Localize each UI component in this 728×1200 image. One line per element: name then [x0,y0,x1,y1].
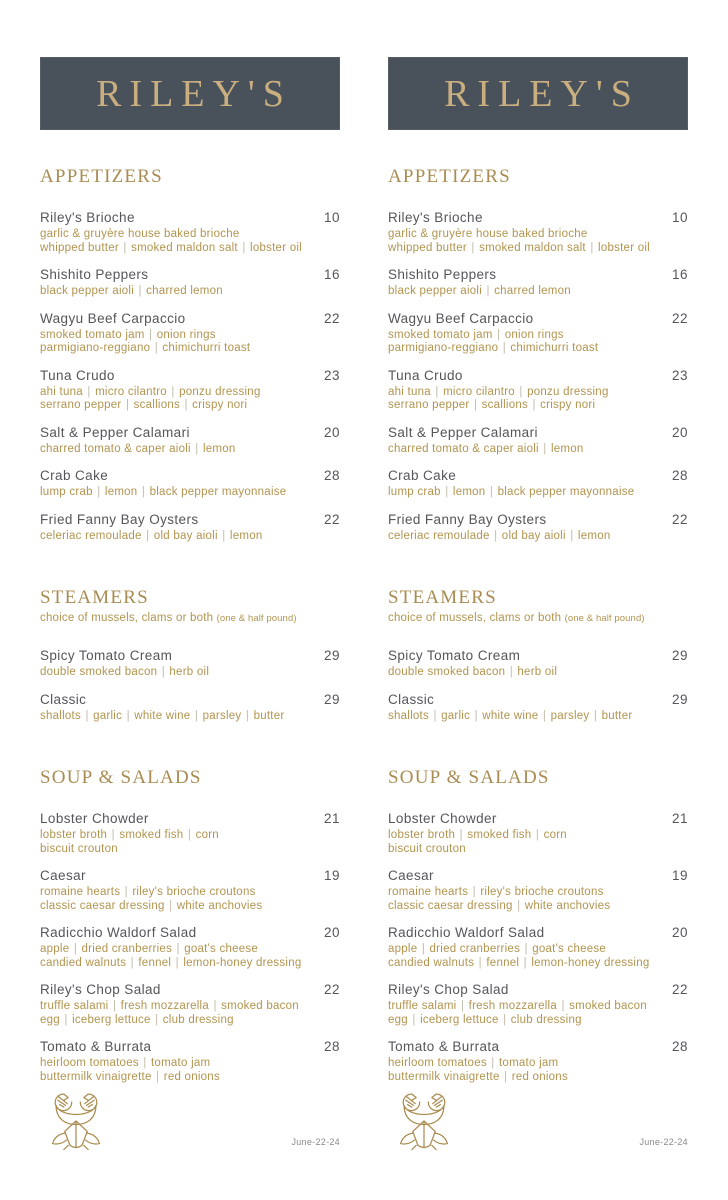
menu-item [388,310,688,356]
item-description-line: heirloom tomatoes | tomato jam [40,1057,211,1069]
item-description-line: whipped butter | smoked maldon salt | lobster oil [40,241,302,254]
item-header [40,467,340,484]
item-name: Lobster Chowder [388,811,497,826]
item-header [40,367,340,384]
item-header [40,310,340,327]
item-description-line: apple | dried cranberries | goat's cheese [40,943,259,955]
item-header [388,810,688,827]
item-description [40,710,340,724]
item-price: 22 [671,982,688,997]
item-name: Wagyu Beef Carpaccio [388,310,534,326]
item-description-line: romaine hearts | riley's brioche croutons [388,886,604,898]
menu-item [388,266,688,299]
item-description-line: truffle salami | fresh mozzarella | smoked bacon [388,1000,647,1012]
item-description-line: buttermilk vinaigrette | red onions [40,1070,220,1083]
item-name: Fried Fanny Bay Oysters [40,511,199,527]
column-footer [40,1085,340,1160]
item-description [40,829,340,856]
item-description-line: serrano pepper | scallions | crispy nori [40,399,248,411]
item-description-line: heirloom tomatoes | tomato jam [388,1057,559,1069]
crab-logo-icon [50,1087,102,1155]
item-name: Tuna Crudo [388,367,463,383]
item-header [40,647,340,664]
item-header [388,867,688,884]
item-header [388,924,688,941]
item-name: Spicy Tomato Cream [40,648,173,663]
item-name: Caesar [40,868,86,883]
item-name: Shishito Peppers [40,267,149,282]
menu-item [388,810,688,856]
item-description [40,666,340,680]
item-price: 28 [323,468,340,483]
item-price: 22 [323,310,340,326]
item-description [388,329,688,356]
item-price: 28 [323,1039,340,1054]
item-price: 22 [671,310,688,326]
item-description-line: biscuit crouton [40,842,118,855]
menu-sections [388,166,688,1084]
item-description-line: charred tomato & caper aioli | lemon [40,442,236,455]
brand-logo [388,57,688,130]
section-subtitle-note: (one & half pound) [564,613,645,624]
menu-item [40,924,340,970]
item-description [40,1057,340,1084]
menu-items [40,810,340,1084]
item-description-line: romaine hearts | riley's brioche croutons [40,886,256,898]
menu-item [40,867,340,913]
item-name: Riley's Chop Salad [388,982,509,997]
item-price: 19 [671,868,688,883]
menu-item [388,924,688,970]
brand-logo [40,57,340,130]
item-price: 10 [671,210,688,225]
section-title: SOUP & SALADS [388,767,550,788]
menu-items [388,647,688,723]
item-name: Wagyu Beef Carpaccio [40,310,186,326]
item-name: Tuna Crudo [40,367,115,383]
menu-item [40,981,340,1027]
menu-item [40,310,340,356]
menu-item [388,647,688,680]
section-title: SOUP & SALADS [40,767,202,788]
menu-items [40,209,340,543]
item-name: Classic [40,691,87,707]
item-description-line: garlic & gruyère house baked brioche [40,228,240,240]
item-name: Spicy Tomato Cream [388,648,521,663]
item-description-line: truffle salami | fresh mozzarella | smoked bacon [40,1000,299,1012]
item-description [388,386,688,413]
menu-items [40,647,340,723]
item-header [388,691,688,708]
item-header [40,691,340,708]
item-description-line: candied walnuts | fennel | lemon-honey dressing [40,956,302,969]
item-name: Crab Cake [388,468,457,483]
item-header [388,367,688,384]
item-description [388,666,688,680]
menu-item [40,367,340,413]
menu-item [40,810,340,856]
item-description [388,943,688,970]
item-name: Tomato & Burrata [388,1039,500,1054]
menu-item [388,867,688,913]
item-description-line: black pepper aioli | charred lemon [388,285,571,297]
column-footer [388,1085,688,1160]
item-header [388,467,688,484]
item-description-line: shallots | garlic | white wine | parsley | butter [388,709,633,722]
item-description [388,886,688,913]
item-price: 28 [671,468,688,483]
section-title: STEAMERS [388,587,497,608]
item-description [388,1000,688,1027]
item-name: Radicchio Waldorf Salad [388,925,545,940]
menu-date: June-22-24 [291,1137,340,1147]
menu-item [40,467,340,500]
menu-sections [40,166,340,1084]
item-name: Crab Cake [40,468,109,483]
item-header [388,981,688,998]
menu-column [40,57,340,1160]
menu-section [388,166,688,543]
item-description-line: candied walnuts | fennel | lemon-honey dressing [388,956,650,969]
section-subtitle-text: choice of mussels, clams or both [388,612,562,624]
item-description [388,829,688,856]
item-price: 22 [323,511,340,527]
item-description-line: smoked tomato jam | onion rings [388,328,564,341]
item-description [40,530,340,544]
item-description-line: lobster broth | smoked fish | corn [40,829,219,841]
item-price: 29 [323,691,340,707]
menu-item [40,209,340,255]
item-description-line: parmigiano-reggiano | chimichurri toast [388,342,599,354]
item-description-line: charred tomato & caper aioli | lemon [388,442,584,455]
item-description [40,943,340,970]
menu-section [40,587,340,723]
item-description-line: celeriac remoulade | old bay aioli | lemon [40,529,263,542]
item-description-line: parmigiano-reggiano | chimichurri toast [40,342,251,354]
section-subtitle [40,611,340,626]
item-name: Fried Fanny Bay Oysters [388,511,547,527]
item-price: 20 [323,925,340,940]
item-description-line: classic caesar dressing | white anchovies [40,899,263,912]
item-name: Radicchio Waldorf Salad [40,925,197,940]
item-header [40,924,340,941]
item-header [388,266,688,283]
section-title: APPETIZERS [388,166,511,187]
item-price: 28 [671,1039,688,1054]
item-header [40,981,340,998]
item-description [40,329,340,356]
item-header [40,209,340,226]
menu-date: June-22-24 [639,1137,688,1147]
menu-section [40,767,340,1084]
item-price: 20 [671,424,688,440]
item-description-line: egg | iceberg lettuce | club dressing [40,1013,234,1026]
menu-item [388,209,688,255]
item-header [40,266,340,283]
item-description [388,530,688,544]
menu-item [388,467,688,500]
item-description-line: classic caesar dressing | white anchovies [388,899,611,912]
item-header [40,867,340,884]
item-header [388,1038,688,1055]
item-description-line: lump crab | lemon | black pepper mayonnaise [388,486,635,498]
section-subtitle-text: choice of mussels, clams or both [40,612,214,624]
item-price: 29 [671,648,688,663]
item-header [388,511,688,528]
menu-item [388,981,688,1027]
item-header [40,511,340,528]
menu-item [388,511,688,544]
item-description [388,1057,688,1084]
section-title: APPETIZERS [40,166,163,187]
item-name: Shishito Peppers [388,267,497,282]
item-description-line: shallots | garlic | white wine | parsley | butter [40,709,285,722]
menu-items [388,209,688,543]
item-price: 21 [323,811,340,826]
item-description [388,710,688,724]
item-header [388,647,688,664]
item-description-line: ahi tuna | micro cilantro | ponzu dressing [40,385,261,398]
item-price: 29 [323,648,340,663]
menu-item [40,1038,340,1084]
section-title: STEAMERS [40,587,149,608]
menu-item [40,266,340,299]
item-price: 22 [323,982,340,997]
item-description-line: double smoked bacon | herb oil [40,666,210,678]
item-description [40,285,340,299]
item-price: 20 [323,424,340,440]
item-header [388,310,688,327]
item-header [388,209,688,226]
item-description [388,228,688,255]
item-description-line: egg | iceberg lettuce | club dressing [388,1013,582,1026]
item-description-line: ahi tuna | micro cilantro | ponzu dressing [388,385,609,398]
section-subtitle-note: (one & half pound) [216,613,297,624]
item-description [40,443,340,457]
item-name: Lobster Chowder [40,811,149,826]
item-description [40,486,340,500]
item-description-line: apple | dried cranberries | goat's cheese [388,943,607,955]
item-price: 23 [671,367,688,383]
item-description-line: double smoked bacon | herb oil [388,666,558,678]
item-header [40,424,340,441]
item-price: 19 [323,868,340,883]
item-header [40,1038,340,1055]
menu-section [388,587,688,723]
item-price: 20 [671,925,688,940]
item-price: 16 [671,267,688,282]
menu-item [40,647,340,680]
menu-items [388,810,688,1084]
item-description-line: black pepper aioli | charred lemon [40,285,223,297]
item-description-line: lump crab | lemon | black pepper mayonnaise [40,486,287,498]
menu-item [40,691,340,724]
item-description-line: whipped butter | smoked maldon salt | lobster oil [388,241,650,254]
crab-logo-icon [398,1087,450,1155]
item-description-line: buttermilk vinaigrette | red onions [388,1070,568,1083]
item-price: 29 [671,691,688,707]
item-name: Salt & Pepper Calamari [40,424,190,440]
menu-item [40,424,340,457]
section-subtitle [388,611,688,626]
item-description [40,386,340,413]
item-description [388,285,688,299]
item-description-line: serrano pepper | scallions | crispy nori [388,399,596,411]
menu-item [388,691,688,724]
item-description [40,886,340,913]
item-description [388,486,688,500]
item-name: Riley's Chop Salad [40,982,161,997]
item-description-line: smoked tomato jam | onion rings [40,328,216,341]
item-price: 16 [323,267,340,282]
item-name: Riley's Brioche [388,210,483,225]
item-description [40,1000,340,1027]
item-price: 23 [323,367,340,383]
menu-item [40,511,340,544]
menu-section [388,767,688,1084]
brand-logo-text: RILEY'S [96,72,292,115]
item-description [40,228,340,255]
item-description-line: lobster broth | smoked fish | corn [388,829,567,841]
item-header [40,810,340,827]
item-name: Classic [388,691,435,707]
item-name: Salt & Pepper Calamari [388,424,538,440]
menu-item [388,1038,688,1084]
item-description-line: celeriac remoulade | old bay aioli | lemon [388,529,611,542]
menu-column [388,57,688,1160]
item-description-line: biscuit crouton [388,842,466,855]
item-header [388,424,688,441]
menu-section [40,166,340,543]
item-price: 21 [671,811,688,826]
item-price: 10 [323,210,340,225]
item-description [388,443,688,457]
item-name: Riley's Brioche [40,210,135,225]
item-price: 22 [671,511,688,527]
menu-item [388,424,688,457]
item-name: Tomato & Burrata [40,1039,152,1054]
menu-item [388,367,688,413]
item-name: Caesar [388,868,434,883]
brand-logo-text: RILEY'S [444,72,640,115]
item-description-line: garlic & gruyère house baked brioche [388,228,588,240]
